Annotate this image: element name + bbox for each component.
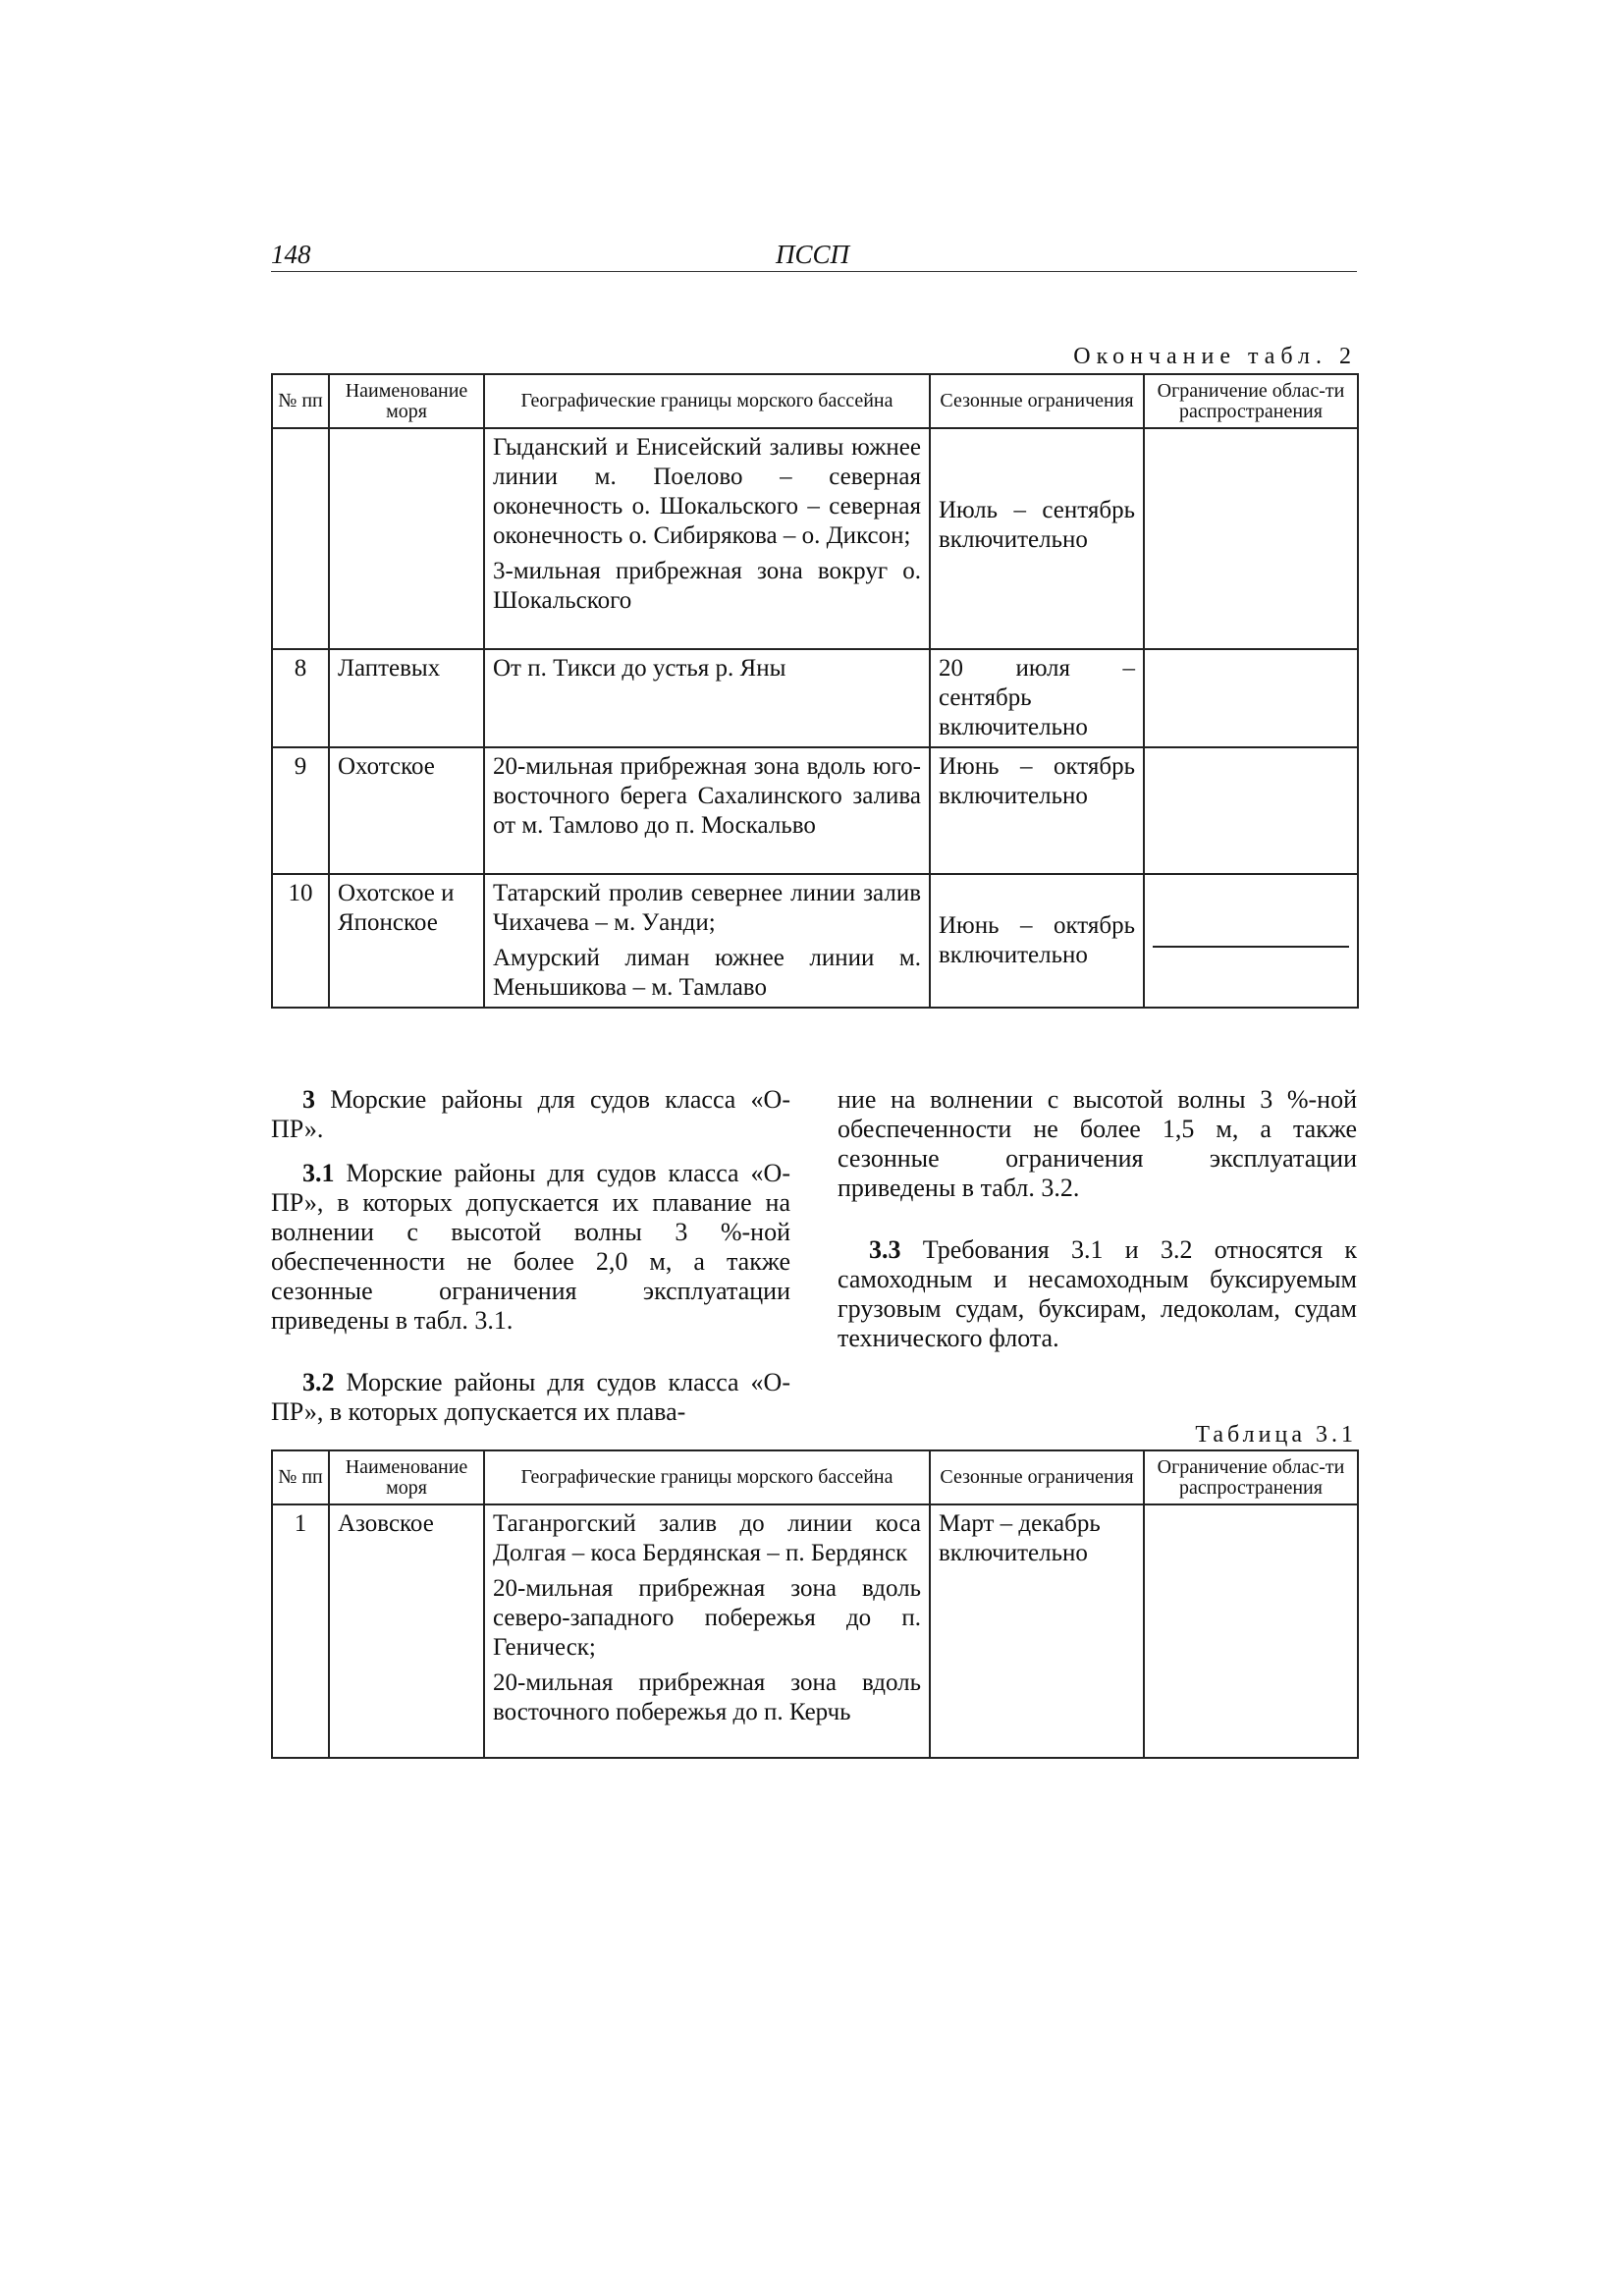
running-title: ПССП [776, 240, 850, 269]
table-row [272, 428, 1358, 649]
cell-bounds: 20-мильная прибрежная зона вдоль юго-восточного берега Сахалинского залива от м. Тамлово до п. Москальво [484, 747, 930, 874]
bounds-segment: 3-мильная прибрежная зона вокруг о. Шокальского [493, 558, 921, 614]
col-header-limit: Ограничение облас-ти распространения [1144, 1450, 1358, 1504]
paragraph-text: Морские районы для судов класса «О-ПР», в которых допускается их плавание на волнении с высотой волны 3 %-ной обеспеченности не более 2,0 м, а также сезонные ограничения эксплуатации приведены в табл. 3.1. [271, 1159, 790, 1335]
cell-bounds [484, 1504, 930, 1758]
col-header-limit: Ограничение облас-ти распространения [1144, 374, 1358, 428]
cell-bounds [484, 428, 930, 649]
bounds-segment: 20-мильная прибрежная зона вдоль восточного побережья до п. Керчь [493, 1669, 921, 1725]
cell-sea: Охотское и Японское [329, 874, 484, 1008]
text-column-right [838, 1085, 1357, 1368]
col-header-season: Сезонные ограничения [930, 374, 1144, 428]
clause-number: 3 [302, 1085, 315, 1114]
col-header-season: Сезонные ограничения [930, 1450, 1144, 1504]
cell-sea: Охотское [329, 747, 484, 874]
cell-sea: Лаптевых [329, 649, 484, 747]
paragraph-3-2 [271, 1368, 790, 1427]
bounds-segment: Татарский пролив севернее линии залив Чихачева – м. Уанди; [493, 880, 921, 936]
cell-season: Март – декабрь включительно [930, 1504, 1144, 1758]
cell-sea: Азовское [329, 1504, 484, 1758]
col-header-num: № пп [272, 1450, 329, 1504]
cell-num: 1 [272, 1504, 329, 1758]
clause-number: 3.2 [302, 1368, 335, 1396]
col-header-bounds: Географические границы морского бассейна [484, 1450, 930, 1504]
cell-season: 20 июля – сентябрь включительно [930, 649, 1144, 747]
bounds-segment: Гыданский и Енисейский заливы южнее линии м. Поелово – северная оконечность о. Шокальского – северная оконечность о. Сибирякова – о. Диксон; [493, 434, 921, 549]
cell-sea [329, 428, 484, 649]
paragraph-3-3 [838, 1235, 1357, 1353]
paragraph-text: Морские районы для судов класса «О-ПР», в которых допускается их плава- [271, 1368, 790, 1426]
col-header-bounds: Географические границы морского бассейна [484, 374, 930, 428]
col-header-sea: Наименование моря [329, 374, 484, 428]
limit-subcell [1153, 879, 1349, 948]
cell-limit [1144, 874, 1358, 1008]
page-number: 148 [271, 240, 311, 269]
clause-number: 3.1 [302, 1159, 335, 1187]
cell-num: 10 [272, 874, 329, 1008]
cell-season [930, 428, 1144, 649]
table-3-1 [271, 1449, 1359, 1759]
cell-num: 8 [272, 649, 329, 747]
cell-num: 9 [272, 747, 329, 874]
cell-season: Июнь – октябрь включительно [930, 874, 1144, 1008]
season-text: Июль – сентябрь включительно [939, 497, 1135, 553]
table-31-caption: Таблица 3.1 [1195, 1422, 1357, 1448]
header-rule [271, 271, 1357, 272]
cell-bounds: От п. Тикси до устья р. Яны [484, 649, 930, 747]
cell-num [272, 428, 329, 649]
bounds-segment: 20-мильная прибрежная зона вдоль северо-западного побережья до п. Геническ; [493, 1575, 921, 1661]
col-header-sea: Наименование моря [329, 1450, 484, 1504]
cell-limit [1144, 1504, 1358, 1758]
table-row [272, 649, 1358, 747]
cell-bounds [484, 874, 930, 1008]
table-continuation [271, 373, 1359, 1009]
table-cont-caption: Окончание табл. 2 [1073, 344, 1357, 369]
col-header-num: № пп [272, 374, 329, 428]
cell-limit [1144, 649, 1358, 747]
table-header-row [272, 1450, 1358, 1504]
table-row [272, 1504, 1358, 1758]
paragraph-3-1 [271, 1159, 790, 1336]
table-row [272, 874, 1358, 1008]
table-header-row [272, 374, 1358, 428]
paragraph-text: Требования 3.1 и 3.2 относятся к самоходным и несамоходным буксируемым грузовым судам, буксирам, ледоколам, судам технического флота. [838, 1235, 1357, 1352]
cell-season: Июнь – октябрь включительно [930, 747, 1144, 874]
paragraph-text: Морские районы для судов класса «О-ПР». [271, 1085, 790, 1143]
paragraph-3 [271, 1085, 790, 1144]
bounds-segment: Таганрогский залив до линии коса Долгая – коса Бердянская – п. Бердянск [493, 1510, 921, 1566]
paragraph-3-2-continued: ние на волнении с высотой волны 3 %-ной обеспеченности не более 1,5 м, а также сезонные ограничения эксплуатации приведены в табл. 3.2. [838, 1085, 1357, 1202]
cell-limit [1144, 428, 1358, 649]
table-row [272, 747, 1358, 874]
clause-number: 3.3 [869, 1235, 901, 1264]
text-column-left [271, 1085, 790, 1442]
bounds-segment: Амурский лиман южнее линии м. Меньшикова – м. Тамлаво [493, 945, 921, 1001]
cell-limit [1144, 747, 1358, 874]
